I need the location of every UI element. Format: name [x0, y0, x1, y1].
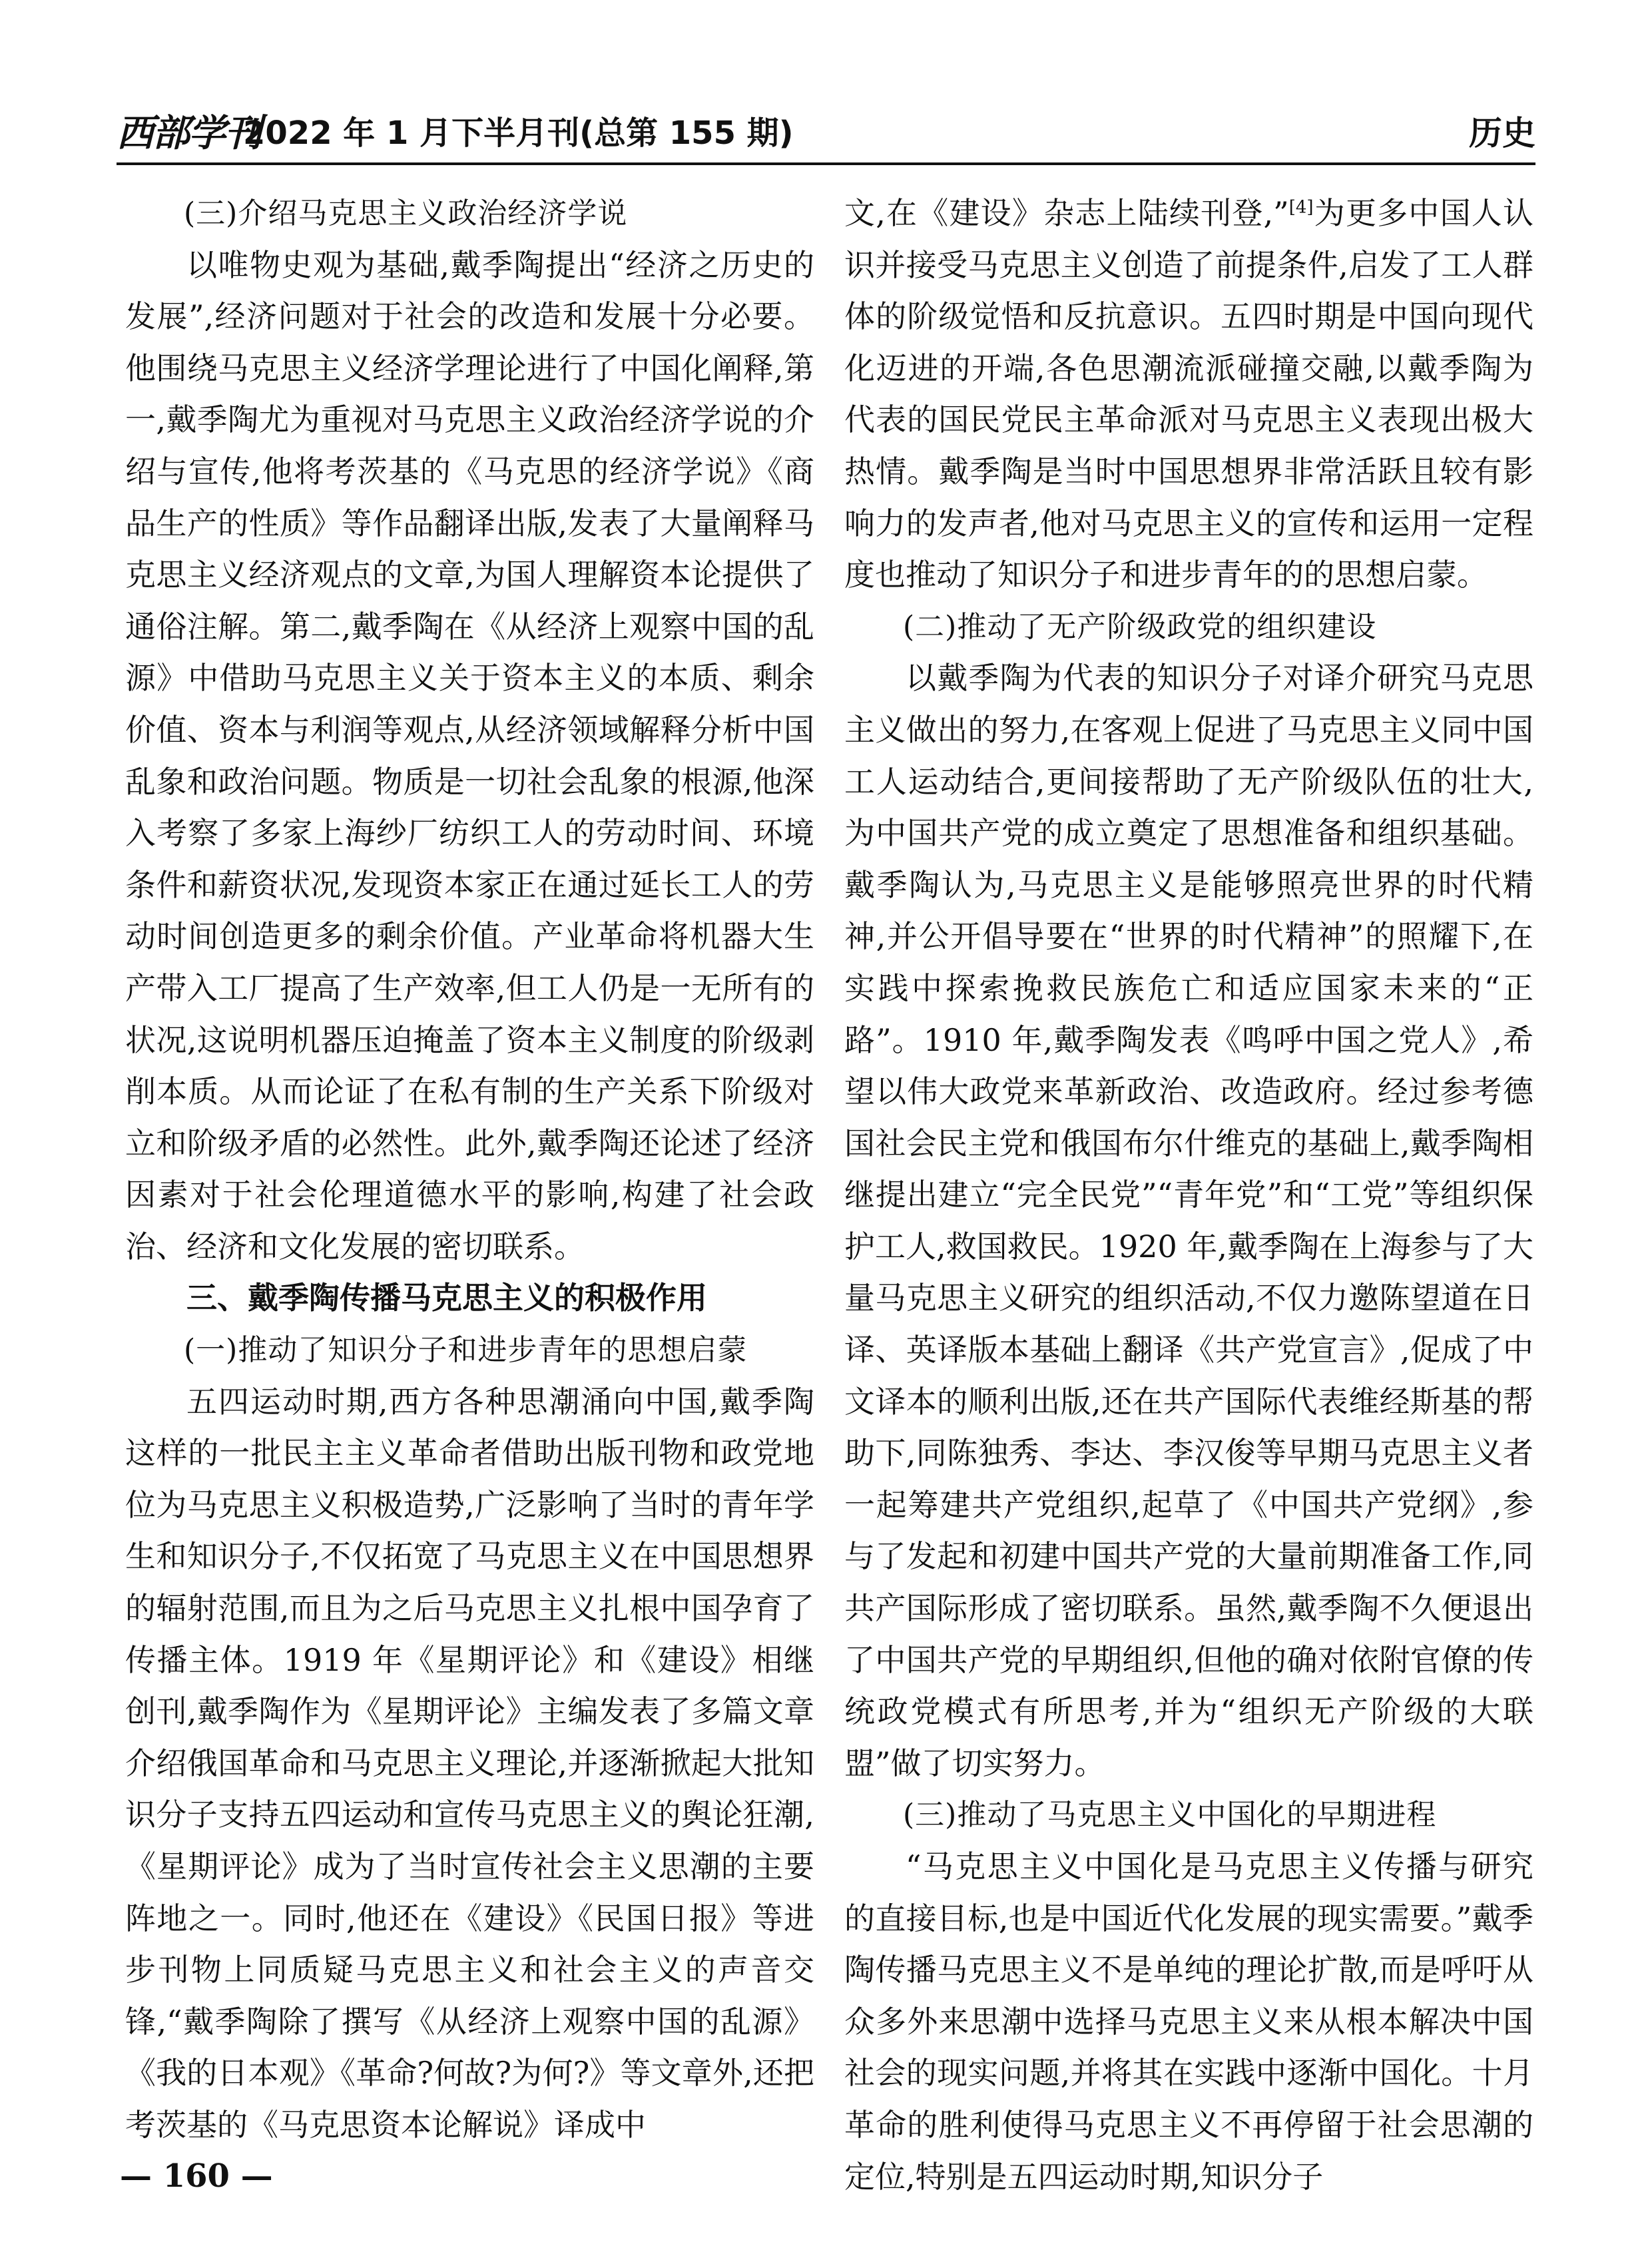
- header-rule: [117, 162, 1535, 165]
- subheading-party-building: (二)推动了无产阶级政党的组织建设: [903, 609, 1377, 644]
- paragraph-econ: 以唯物史观为基础,戴季陶提出“经济之历史的发展”,经济问题对于社会的改造和发展十分必要。他围绕马克思主义经济学理论进行了中国化阐释,第一,戴季陶尤为重视对马克思主义政治经济学说的介绍与宣传,他将考茨基的《马克思的经济学说》《商品生产的性质》等作品翻译出版,发表了大量阐释马克思主义经济观点的文章,为国人理解资本论提供了通俗注解。第二,戴季陶在《从经济上观察中国的乱源》中借助马克思主义关于资本主义的本质、剩余价值、资本与利润等观点,从经济领域解释分析中国乱象和政治问题。物质是一切社会乱象的根源,他深入考察了多家上海纱厂纺织工人的劳动时间、环境条件和薪资状况,发现资本家正在通过延长工人的劳动时间创造更多的剩余价值。产业革命将机器大生产带入工厂提高了生产效率,但工人仍是一无所有的状况,这说明机器压迫掩盖了资本主义制度的阶级剥削本质。从而论证了在私有制的生产关系下阶级对立和阶级矛盾的必然性。此外,戴季陶还论述了经济因素对于社会伦理道德水平的影响,构建了社会政治、经济和文化发展的密切联系。: [125, 246, 814, 1264]
- paragraph-continued: [844, 188, 1533, 601]
- paragraph-continued-rest: 为更多中国人认识并接受马克思主义创造了前提条件,启发了工人群体的阶级觉悟和反抗意识。五四时期是中国向现代化迈进的开端,各色思潮流派碰撞交融,以戴季陶为代表的国民党民主革命派对马克思主义表现出极大热情。戴季陶是当时中国思想界非常活跃且较有影响力的发声者,他对马克思主义的宣传和运用一定程度也推动了知识分子和进步青年的的思想启蒙。: [844, 195, 1534, 593]
- right-column: [844, 188, 1533, 2203]
- journal-logo: 西部学刊: [117, 111, 260, 155]
- reference-4: [4]: [1288, 197, 1314, 218]
- paragraph-enlightenment: 五四运动时期,西方各种思潮涌向中国,戴季陶这样的一批民主主义革命者借助出版刊物和政党地位为马克思主义积极造势,广泛影响了当时的青年学生和知识分子,不仅拓宽了马克思主义在中国思想界的辐射范围,而且为之后马克思主义扎根中国孕育了传播主体。1919 年《星期评论》和《建设》相继创刊,戴季陶作为《星期评论》主编发表了多篇文章介绍俄国革命和马克思主义理论,并逐渐掀起大批知识分子支持五四运动和宣传马克思主义的舆论狂潮,《星期评论》成为了当时宣传社会主义思潮的主要阵地之一。同时,他还在《建设》《民国日报》等进步刊物上同质疑马克思主义和社会主义的声音交锋,“戴季陶除了撰写《从经济上观察中国的乱源》《我的日本观》《革命?何故?为何?》等文章外,还把考茨基的《马克思资本论解说》译成中: [125, 1383, 814, 2143]
- subheading-sinicization: (三)推动了马克思主义中国化的早期进程: [903, 1798, 1437, 1832]
- paragraph-continued-start: 文,在《建设》杂志上陆续刊登,”: [844, 195, 1289, 231]
- left-column: [125, 188, 814, 2151]
- subheading-econ: (三)介绍马克思主义政治经济学说: [184, 196, 628, 230]
- paragraph-party-building: 以戴季陶为代表的知识分子对译介研究马克思主义做出的努力,在客观上促进了马克思主义同中国工人运动结合,更间接帮助了无产阶级队伍的壮大,为中国共产党的成立奠定了思想准备和组织基础。戴季陶认为,马克思主义是能够照亮世界的时代精神,并公开倡导要在“世界的时代精神”的照耀下,在实践中探索挽救民族危亡和适应国家未来的“正路”。1910 年,戴季陶发表《鸣呼中国之党人》,希望以伟大政党来革新政治、改造政府。经过参考德国社会民主党和俄国布尔什维克的基础上,戴季陶相继提出建立“完全民党”“青年党”和“工党”等组织保护工人,救国救民。1920 年,戴季陶在上海参与了大量马克思主义研究的组织活动,不仅力邀陈望道在日译、英译版本基础上翻译《共产党宣言》,促成了中文译本的顺利出版,还在共产国际代表维经斯基的帮助下,同陈独秀、李达、李汉俊等早期马克思主义者一起筹建共产党组织,起草了《中国共产党纲》,参与了发起和初建中国共产党的大量前期准备工作,同共产国际形成了密切联系。虽然,戴季陶不久便退出了中国共产党的早期组织,但他的确对依附官僚的传统政党模式有所思考,并为“组织无产阶级的大联盟”做了切实努力。: [844, 660, 1533, 1781]
- paragraph-sinicization: “马克思主义中国化是马克思主义传播与研究的直接目标,也是中国近代化发展的现实需要。”戴季陶传播马克思主义不是单纯的理论扩散,而是呼吁从众多外来思潮中选择马克思主义来从根本解决中国社会的现实问题,并将其在实践中逐渐中国化。十月革命的胜利使得马克思主义不再停留于社会思潮的定位,特别是五四运动时期,知识分子: [844, 1848, 1533, 2195]
- page-header: [117, 107, 1535, 160]
- issue-info: 2022 年 1 月下半月刊(总第 155 期): [243, 115, 794, 152]
- page-number: — 160 —: [120, 2157, 273, 2195]
- section-label: 历史: [1469, 114, 1535, 152]
- subheading-enlightenment: (一)推动了知识分子和进步青年的思想启蒙: [184, 1333, 748, 1368]
- section-heading-3: 三、戴季陶传播马克思主义的积极作用: [186, 1280, 707, 1316]
